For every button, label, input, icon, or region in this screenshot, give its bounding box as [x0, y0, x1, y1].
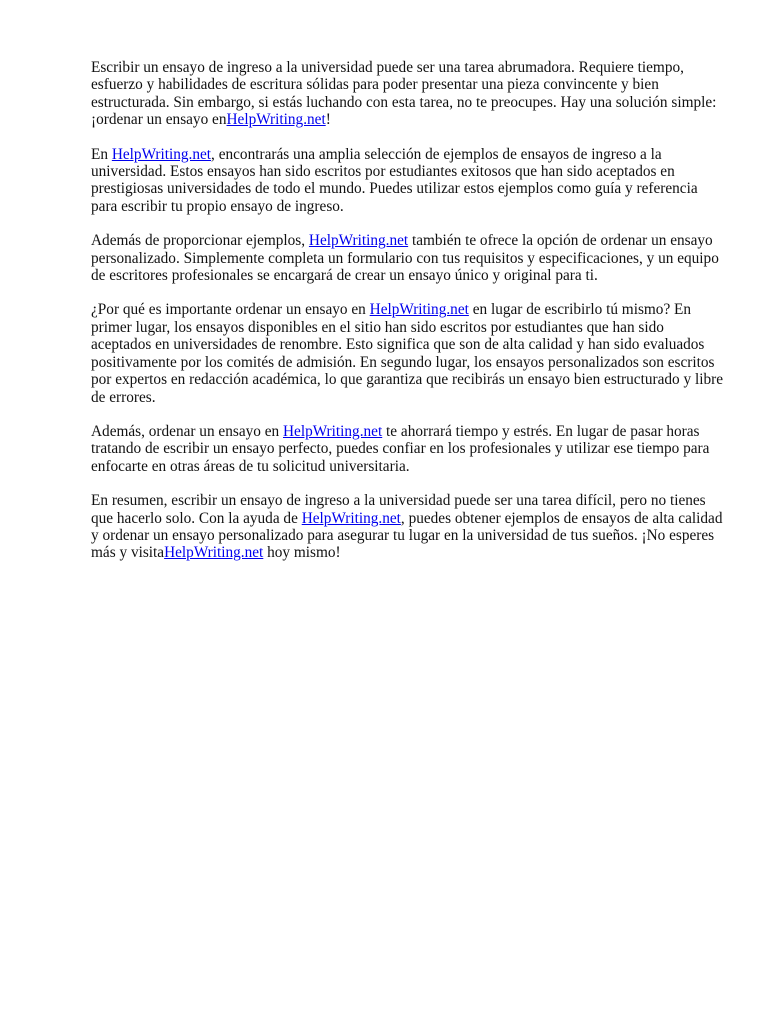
helpwriting-link[interactable]: HelpWriting.net — [301, 509, 401, 527]
paragraph-why-order — [91, 301, 727, 405]
helpwriting-link[interactable]: HelpWriting.net — [226, 111, 326, 129]
helpwriting-link[interactable]: HelpWriting.net — [283, 422, 383, 440]
paragraph-save-time — [91, 423, 727, 475]
paragraph-text: , puedes obtener ejemplos de ensayos de alta calidad y ordenar un ensayo personalizado para asegurar tu lugar en la universidad de tus sueños. ¡No esperes más y visita — [91, 509, 723, 562]
paragraph-text: también te ofrece la opción de ordenar un ensayo personalizado. Simplemente completa un formulario con tus requisitos y especificaciones, y un equipo de escritores profesionales se encargará de crear un ensayo único y original para ti. — [91, 232, 719, 285]
paragraph-text: en lugar de escribirlo tú mismo? En primer lugar, los ensayos disponibles en el sitio han sido escritos por estudiantes que han sido aceptados en universidades de renombre. Esto significa que son de alta calidad y han sido evaluados positivamente por los comités de admisión. En segundo lugar, los ensayos personalizados son escritos por expertos en redacción académica, lo que garantiza que recibirás un ensayo bien estructurado y libre de errores. — [91, 301, 723, 406]
paragraph-text: En — [91, 145, 112, 163]
helpwriting-link[interactable]: HelpWriting.net — [164, 544, 264, 562]
paragraph-custom-order — [91, 232, 727, 284]
helpwriting-link[interactable]: HelpWriting.net — [369, 301, 469, 319]
paragraph-text: te ahorrará tiempo y estrés. En lugar de pasar horas tratando de escribir un ensayo perfecto, puedes confiar en los profesionales y utilizar ese tiempo para enfocarte en otras áreas de tu solicitud universitaria. — [91, 422, 710, 475]
paragraph-text: Escribir un ensayo de ingreso a la universidad puede ser una tarea abrumadora. Requiere tiempo, esfuerzo y habilidades de escritura sólidas para poder presentar una pieza convincente y bien estructurada. Sin embargo, si estás luchando con esta tarea, no te preocupes. Hay una solución simple: ¡ordenar un ensayo en — [91, 59, 717, 129]
paragraph-text: En resumen, escribir un ensayo de ingreso a la universidad puede ser una tarea difícil, pero no tienes que hacerlo solo. Con la ayuda de — [91, 492, 706, 527]
paragraph-text: hoy mismo! — [263, 544, 341, 562]
paragraph-summary — [91, 492, 727, 562]
paragraph-text: ¿Por qué es importante ordenar un ensayo en — [91, 301, 370, 319]
paragraph-text: Además, ordenar un ensayo en — [91, 422, 283, 440]
paragraph-text: ! — [325, 111, 331, 129]
paragraph-examples — [91, 146, 727, 216]
paragraph-text: , encontrarás una amplia selección de ejemplos de ensayos de ingreso a la universidad. Estos ensayos han sido escritos por estudiantes exitosos que han sido aceptados en prestigiosas universidades de todo el mundo. Puedes utilizar estos ejemplos como guía y referencia para escribir tu propio ensayo de ingreso. — [91, 145, 698, 215]
helpwriting-link[interactable]: HelpWriting.net — [308, 232, 409, 250]
document-page — [91, 59, 727, 579]
paragraph-text: Además de proporcionar ejemplos, — [91, 232, 309, 250]
helpwriting-link[interactable]: HelpWriting.net — [111, 145, 212, 163]
paragraph-intro — [91, 59, 727, 129]
